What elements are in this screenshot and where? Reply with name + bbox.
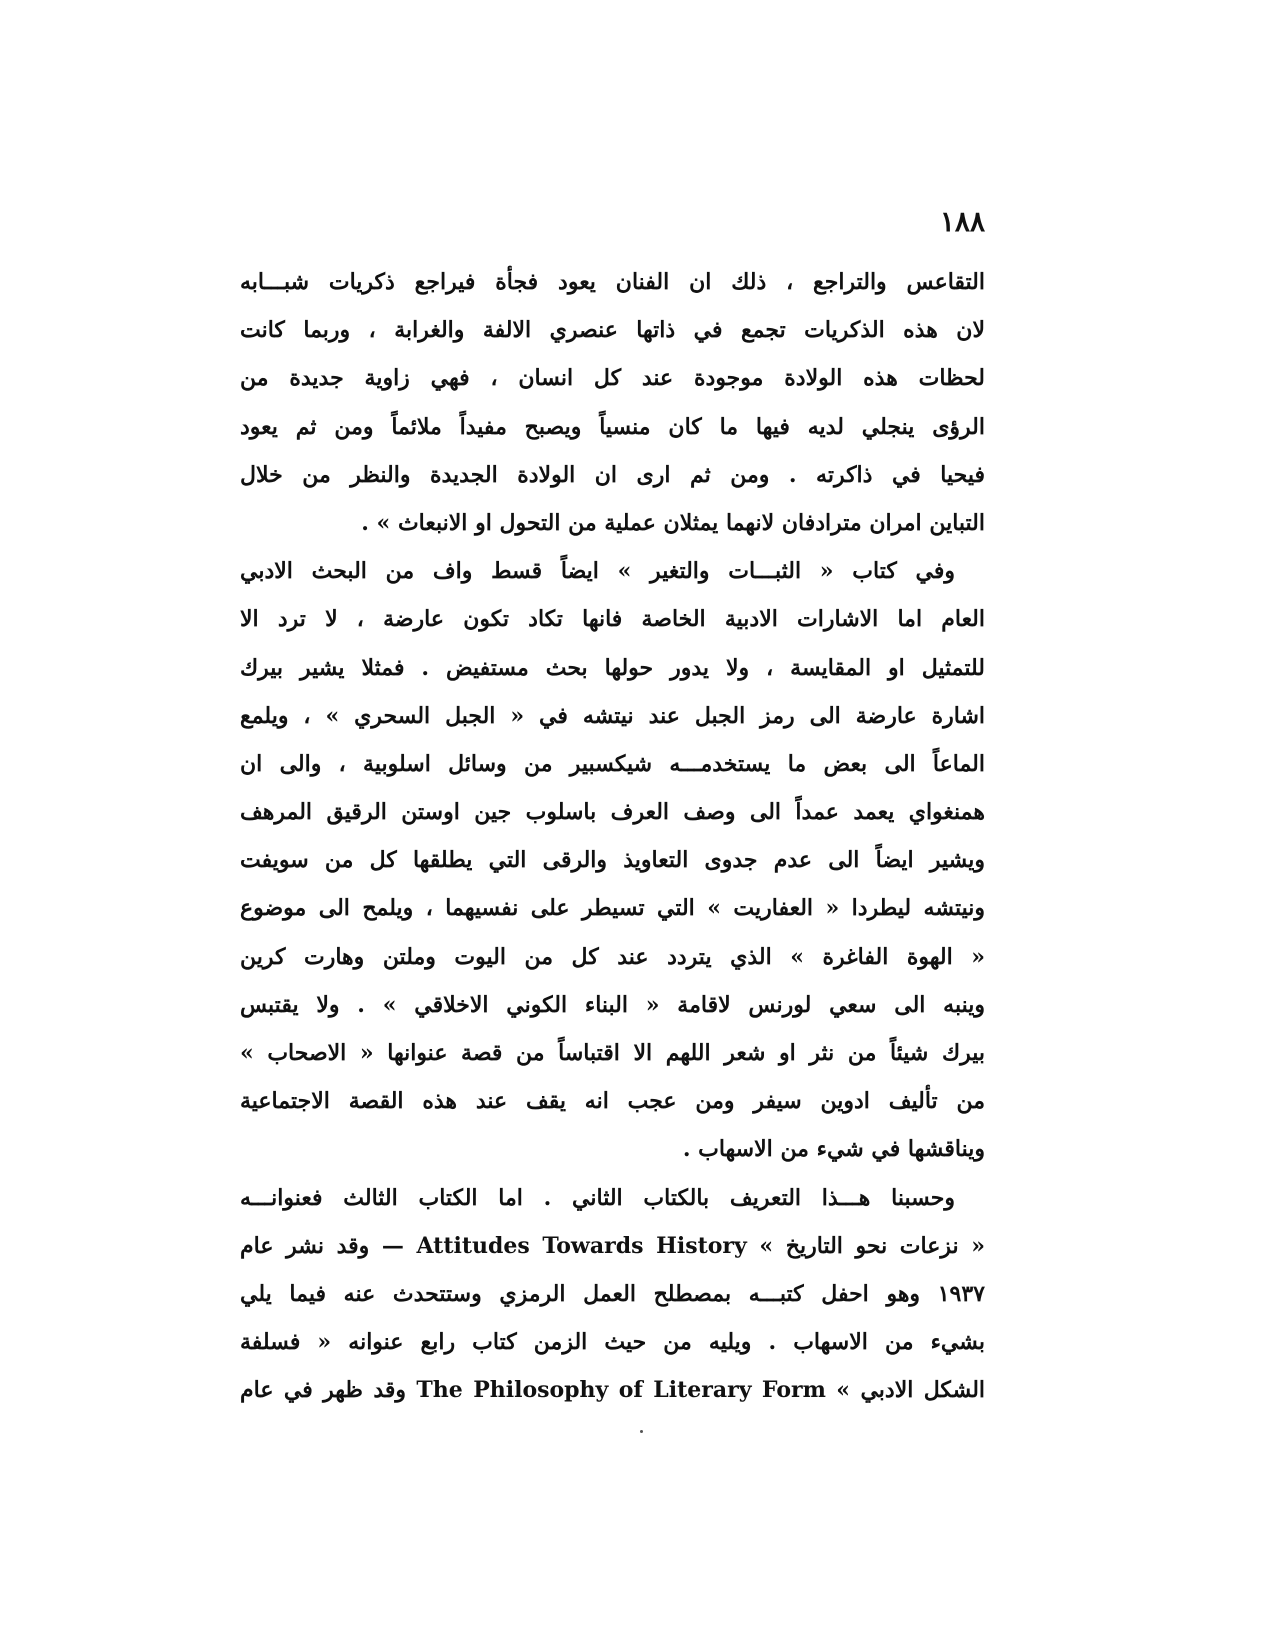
text-line: بشيء من الاسهاب . ويليه من حيث الزمن كتاب رابع عنوانه « فسلفة bbox=[240, 1329, 985, 1356]
text-line: اشارة عارضة الى رمز الجبل عند نيتشه في « الجبل السحري » ، ويلمع bbox=[240, 702, 985, 729]
text-line: لحظات هذه الولادة موجودة عند كل انسان ، فهي زاوية جديدة من bbox=[240, 365, 985, 392]
text-line: « الهوة الفاغرة » الذي يتردد عند كل من اليوت وملتن وهارت كرين bbox=[240, 943, 985, 970]
text-line: من تأليف ادوين سيفر ومن عجب انه يقف عند هذه القصة الاجتماعية bbox=[240, 1088, 985, 1115]
text-line: الرؤى ينجلي لديه فيها ما كان منسياً ويصبح مفيداً ملائماً ومن ثم يعود bbox=[240, 413, 985, 440]
text-line: فيحيا في ذاكرته . ومن ثم ارى ان الولادة الجديدة والنظر من خلال bbox=[240, 461, 985, 488]
text-line: وفي كتاب « الثبـــات والتغير » ايضاً قسط واف من البحث الادبي bbox=[240, 558, 955, 585]
scan-speck bbox=[640, 1430, 643, 1433]
page-number: ١٨٨ bbox=[939, 205, 985, 238]
text-line: وينبه الى سعي لورنس لاقامة « البناء الكوني الاخلاقي » . ولا يقتبس bbox=[240, 991, 985, 1018]
text-line: التباين امران مترادفان لانهما يمثلان عملية من التحول او الانبعاث » . bbox=[361, 509, 985, 536]
body-text bbox=[240, 258, 985, 1415]
text-line: « نزعات نحو التاريخ » Attitudes Towards History — وقد نشر عام bbox=[240, 1232, 985, 1259]
text-line: همنغواي يعمد عمداً الى وصف العرف باسلوب جين اوستن الرقيق المرهف bbox=[240, 799, 985, 826]
text-line: ونيتشه ليطردا « العفاريت » التي تسيطر على نفسيهما ، ويلمح الى موضوع bbox=[240, 895, 985, 922]
text-line: الشكل الادبي » The Philosophy of Literary Form وقد ظهر في عام bbox=[240, 1377, 985, 1404]
text-line: ويناقشها في شيء من الاسهاب . bbox=[682, 1136, 985, 1163]
text-line: للتمثيل او المقايسة ، ولا يدور حولها بحث مستفيض . فمثلا يشير بيرك bbox=[240, 654, 985, 681]
text-line: ويشير ايضاً الى عدم جدوى التعاويذ والرقى التي يطلقها كل من سويفت bbox=[240, 847, 985, 874]
text-line: ١٩٣٧ وهو احفل كتبـــه بمصطلح العمل الرمزي وستتحدث عنه فيما يلي bbox=[240, 1280, 985, 1307]
text-line: بيرك شيئاً من نثر او شعر اللهم الا اقتباساً من قصة عنوانها « الاصحاب » bbox=[240, 1040, 985, 1066]
text-line: التقاعس والتراجع ، ذلك ان الفنان يعود فجأة فيراجع ذكريات شبـــابه bbox=[240, 269, 985, 295]
text-line: لان هذه الذكريات تجمع في ذاتها عنصري الالفة والغرابة ، وربما كانت bbox=[240, 317, 985, 344]
text-line: وحسبنا هـــذا التعريف بالكتاب الثاني . اما الكتاب الثالث فعنوانـــه bbox=[240, 1184, 955, 1211]
text-line: العام اما الاشارات الادبية الخاصة فانها تكاد تكون عارضة ، لا ترد الا bbox=[240, 606, 985, 633]
text-line: الماعاً الى بعض ما يستخدمـــه شيكسبير من وسائل اسلوبية ، والى ان bbox=[240, 750, 985, 777]
